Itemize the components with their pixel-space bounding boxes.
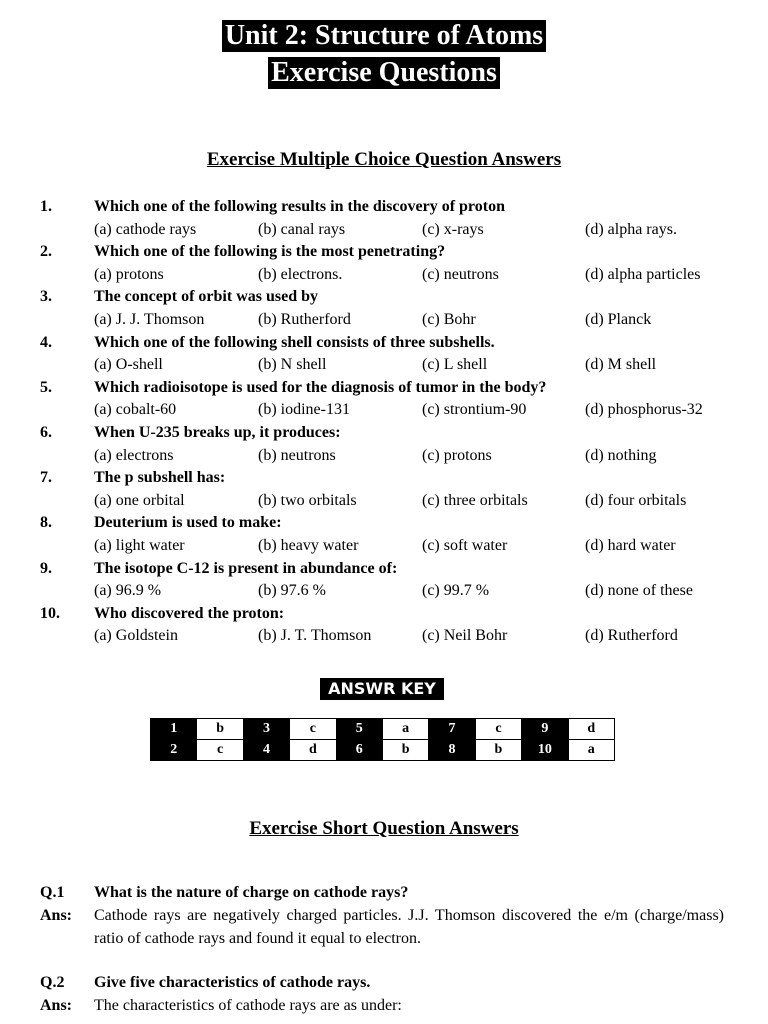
mcq-options [0, 445, 768, 468]
option-a: (a) cobalt-60 [94, 401, 177, 419]
key-answer: c [475, 719, 521, 740]
mcq-question [0, 422, 768, 445]
key-question-number: 7 [429, 719, 475, 740]
answer-key-label: ANSWR KEY [320, 678, 444, 700]
option-d: (d) phosphorus-32 [585, 401, 703, 419]
key-answer: b [197, 719, 243, 740]
option-c: (c) three orbitals [422, 491, 528, 509]
question-number: 1. [40, 198, 52, 215]
question-text: Give five characteristics of cathode rays. [94, 974, 371, 991]
option-b: (b) two orbitals [258, 491, 357, 509]
mcq-options [0, 580, 768, 603]
mcq-question [0, 377, 768, 400]
mcq-question [0, 467, 768, 490]
answer-text: Cathode rays are negatively charged particles. J.J. Thomson discovered the e/m (charge/mass) ratio of cathode rays and found it equal to electron. [94, 907, 724, 947]
option-b: (b) 97.6 % [258, 582, 326, 600]
option-c: (c) strontium-90 [422, 401, 527, 419]
key-answer: b [475, 740, 521, 761]
mcq-question [0, 512, 768, 535]
option-a: (a) one orbital [94, 491, 185, 509]
answer-key-table [150, 718, 615, 761]
mcq-options [0, 264, 768, 287]
answer-label: Ans: [40, 907, 73, 924]
option-a: (a) J. J. Thomson [94, 310, 205, 328]
answer-text: The characteristics of cathode rays are as under: [94, 997, 402, 1014]
option-d: (d) hard water [585, 536, 676, 554]
title-block [0, 20, 768, 52]
option-d: (d) Planck [585, 310, 652, 328]
option-c: (c) protons [422, 446, 492, 464]
option-b: (b) N shell [258, 356, 327, 374]
option-b: (b) electrons. [258, 265, 343, 283]
option-d: (d) Rutherford [585, 627, 678, 645]
question-number: 6. [40, 423, 52, 441]
question-text: Which one of the following results in the discovery of proton [94, 198, 505, 215]
question-text: Which radioisotope is used for the diagnosis of tumor in the body? [94, 378, 547, 396]
option-d: (d) alpha rays. [585, 220, 677, 238]
key-question-number: 2 [151, 740, 197, 761]
option-a: (a) O-shell [94, 356, 163, 374]
mcq-list [0, 196, 768, 648]
key-answer: d [568, 719, 614, 740]
mcq-question [0, 241, 768, 264]
unit-title: Unit 2: Structure of Atoms [222, 20, 546, 52]
mcq-options [0, 625, 768, 648]
option-a: (a) electrons [94, 446, 174, 464]
option-c: (c) neutrons [422, 265, 499, 283]
key-question-number: 1 [151, 719, 197, 740]
question-number: 10. [40, 604, 60, 622]
question-text: Who discovered the proton: [94, 604, 285, 622]
key-question-number: 10 [522, 740, 568, 761]
option-b: (b) neutrons [258, 446, 336, 464]
mcq-question [0, 286, 768, 309]
question-number: 9. [40, 559, 52, 577]
option-d: (d) alpha particles [585, 265, 701, 283]
question-text: Which one of the following shell consists of three subshells. [94, 333, 495, 351]
mcq-question [0, 558, 768, 581]
option-b: (b) J. T. Thomson [258, 627, 372, 645]
answer-key-row [151, 719, 615, 740]
option-c: (c) x-rays [422, 220, 484, 238]
mcq-options [0, 490, 768, 513]
option-d: (d) none of these [585, 582, 693, 600]
question-text: The isotope C-12 is present in abundance of: [94, 559, 398, 577]
key-question-number: 9 [522, 719, 568, 740]
key-question-number: 4 [243, 740, 289, 761]
question-text: When U-235 breaks up, it produces: [94, 423, 341, 441]
key-question-number: 5 [336, 719, 382, 740]
mcq-options [0, 309, 768, 332]
mcq-options [0, 535, 768, 558]
option-b: (b) heavy water [258, 536, 359, 554]
question-number: 8. [40, 514, 52, 532]
subtitle-block [0, 57, 768, 89]
question-label: Q.2 [40, 974, 65, 991]
mcq-question [0, 603, 768, 626]
question-text: The concept of orbit was used by [94, 288, 319, 306]
key-answer: c [197, 740, 243, 761]
question-text: What is the nature of charge on cathode rays? [94, 884, 409, 901]
option-c: (c) 99.7 % [422, 582, 490, 600]
question-number: 7. [40, 469, 52, 487]
option-d: (d) M shell [585, 356, 657, 374]
key-answer: c [290, 719, 336, 740]
option-d: (d) nothing [585, 446, 657, 464]
option-c: (c) soft water [422, 536, 508, 554]
option-b: (b) Rutherford [258, 310, 351, 328]
exercise-subtitle: Exercise Questions [268, 57, 500, 89]
option-a: (a) protons [94, 265, 164, 283]
key-question-number: 6 [336, 740, 382, 761]
mcq-options [0, 399, 768, 422]
question-number: 3. [40, 288, 52, 306]
answer-label: Ans: [40, 997, 73, 1014]
short-questions-heading: Exercise Short Question Answers [249, 818, 519, 839]
option-a: (a) 96.9 % [94, 582, 162, 600]
option-c: (c) L shell [422, 356, 488, 374]
option-b: (b) iodine-131 [258, 401, 350, 419]
question-number: 5. [40, 378, 52, 396]
key-answer: b [382, 740, 428, 761]
key-answer: d [290, 740, 336, 761]
option-a: (a) Goldstein [94, 627, 178, 645]
key-answer: a [382, 719, 428, 740]
question-label: Q.1 [40, 884, 65, 901]
key-question-number: 3 [243, 719, 289, 740]
mcq-question [0, 332, 768, 355]
question-number: 2. [40, 243, 52, 261]
mcq-question [0, 196, 768, 219]
question-text: Which one of the following is the most penetrating? [94, 243, 446, 261]
key-answer: a [568, 740, 614, 761]
option-b: (b) canal rays [258, 220, 346, 238]
mcq-heading: Exercise Multiple Choice Question Answers [206, 149, 562, 170]
option-c: (c) Neil Bohr [422, 627, 508, 645]
question-text: Deuterium is used to make: [94, 514, 282, 532]
question-number: 4. [40, 333, 52, 351]
answer-key-row [151, 740, 615, 761]
option-d: (d) four orbitals [585, 491, 687, 509]
mcq-options [0, 219, 768, 242]
key-question-number: 8 [429, 740, 475, 761]
question-text: The p subshell has: [94, 469, 226, 487]
option-c: (c) Bohr [422, 310, 476, 328]
option-a: (a) cathode rays [94, 220, 197, 238]
option-a: (a) light water [94, 536, 185, 554]
mcq-options [0, 354, 768, 377]
